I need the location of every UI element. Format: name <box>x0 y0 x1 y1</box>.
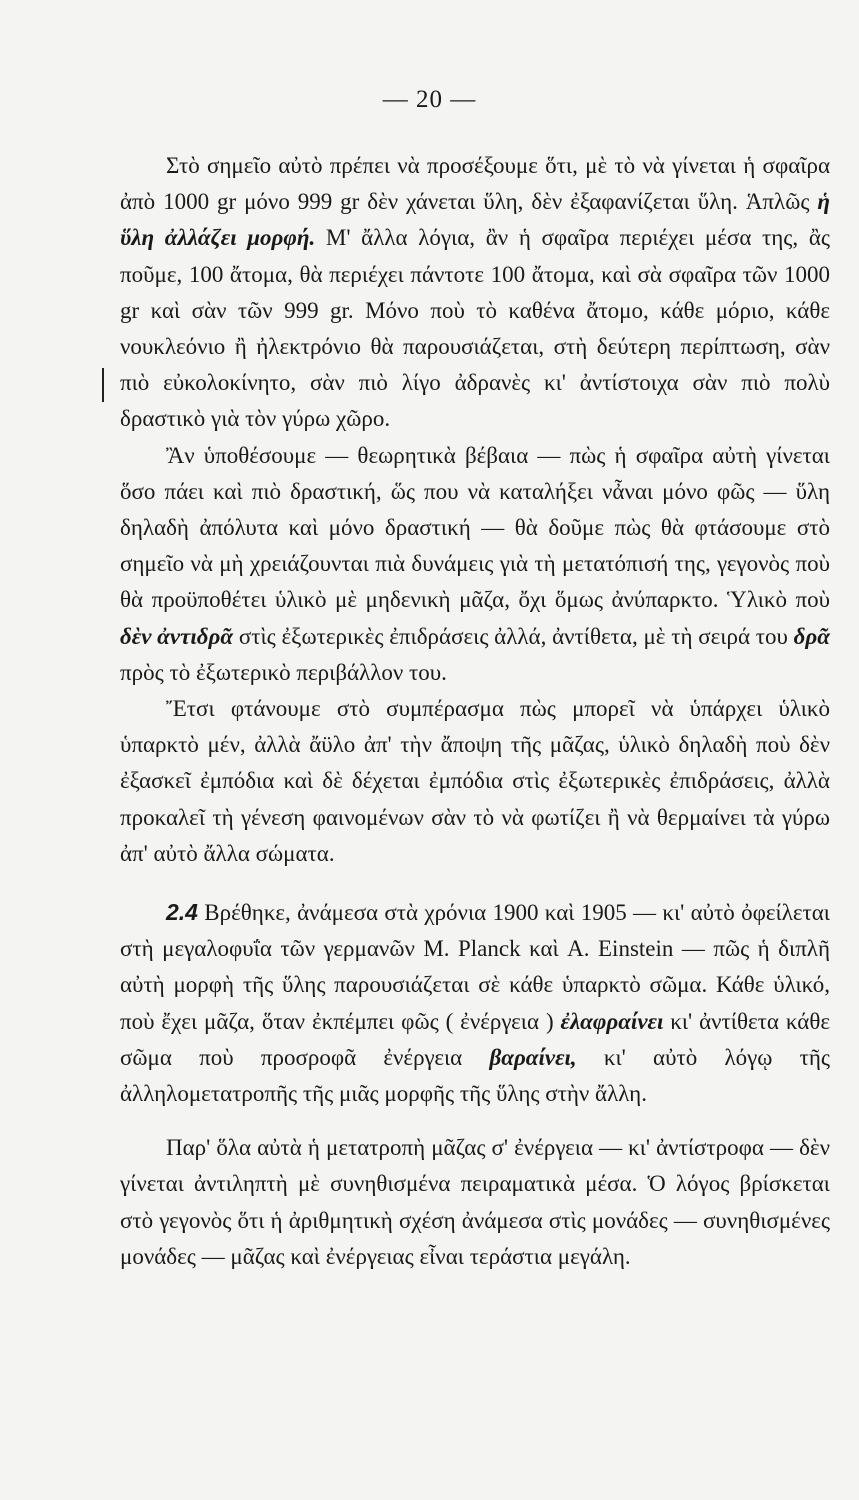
text-segment: στὶς ἐξωτερικὲς ἐπιδράσεις ἀλλά, ἀντίθετα, μὲ τὴ σειρά του <box>233 623 794 649</box>
text-segment: Ἂν ὑποθέσουμε — θεωρητικὰ βέβαια — πὼς ἡ σφαῖρα αὐτὴ γίνεται ὅσο πάει καὶ πιὸ δραστική, ὥς που νὰ καταλήξει νἆναι μόνο φῶς — ὕλη δηλαδὴ ἀπόλυτα καὶ μόνο δραστική — θὰ δοῦμε πὼς θὰ φτάσουμε στὸ σημεῖο νὰ μὴ χρειάζουνται πιὰ δυνάμεις γιὰ τὴ μετατόπισή της, γεγονὸς ποὺ θὰ προϋποθέτει ὑλικὸ μὲ μηδενικὴ μᾶζα, ὄχι ὅμως ἀνύπαρκτο. Ὑλικὸ ποὺ <box>120 442 830 613</box>
paragraph-1 <box>120 148 830 438</box>
emphasis-text: ἐλαφραίνει <box>560 1008 664 1034</box>
paragraph-section-2-4 <box>120 894 830 1112</box>
body-text <box>120 148 830 1275</box>
emphasis-text: ἡ ὕλη ἀλλάζει μορφή. <box>120 189 830 251</box>
page-number: — 20 — <box>382 86 477 113</box>
emphasis-text: δρᾶ <box>793 623 830 649</box>
text-segment: κι' ἀντίθετα κάθε σῶμα ποὺ προσροφᾶ ἐνέργεια <box>120 1008 830 1070</box>
paragraph-3 <box>120 691 830 872</box>
paragraph-5 <box>120 1130 830 1275</box>
text-segment: Μ' ἄλλα λόγια, ἂν ἡ σφαῖρα περιέχει μέσα της, ἂς ποῦμε, 100 ἄτομα, θὰ περιέχει πάντοτε 100 ἄτομα, καὶ σὰ σφαῖρα τῶν 1000 gr καὶ σὰν τῶν 999 gr. Μόνο ποὺ τὸ καθένα ἄτομο, κάθε μόριο, κάθε νουκλεόνιο ἢ ἠλεκτρόνιο θὰ παρουσιάζεται, στὴ δεύτερη περίπτωση, σὰν πιὸ εὐκολοκίνητο, σὰν πιὸ λίγο ἀδρανὲς κι' ἀντίστοιχα σὰν πιὸ πολὺ δραστικὸ γιὰ τὸν γύρω χῶρο. <box>120 225 830 432</box>
margin-pencil-mark <box>102 368 104 402</box>
text-segment: πρὸς τὸ ἐξωτερικὸ περιβάλλον του. <box>120 659 447 685</box>
text-segment: Ἔτσι φτάνουμε στὸ συμπέρασμα πὼς μπορεῖ νὰ ὑπάρχει ὑλικὸ ὑπαρκτὸ μέν, ἀλλὰ ἄϋλο ἀπ' τὴν ἄποψη τῆς μᾶζας, ὑλικὸ δηλαδὴ ποὺ δὲν ἐξασκεῖ ἐμπόδια καὶ δὲ δέχεται ἐμπόδια στὶς ἐξωτερικὲς ἐπιδράσεις, ἀλλὰ προκαλεῖ τὴ γένεση φαινομένων σὰν τὸ νὰ φωτίζει ἢ νὰ θερμαίνει τὰ γύρω ἀπ' αὐτὸ ἄλλα σώματα. <box>120 696 830 866</box>
text-segment: Στὸ σημεῖο αὐτὸ πρέπει νὰ προσέξουμε ὅτι, μὲ τὸ νὰ γίνεται ἡ σφαῖρα ἀπὸ 1000 gr μόνο 999 gr δὲν χάνεται ὕλη, δὲν ἐξαφανίζεται ὕλη. Ἁπλῶς <box>120 153 830 215</box>
text-segment: Βρέθηκε, ἀνάμεσα στὰ χρόνια 1900 καὶ 1905 — κι' αὐτὸ ὀφείλεται στὴ μεγαλοφυΐα τῶν γερμανῶν M. Planck καὶ A. Einstein — πῶς ἡ διπλῆ αὐτὴ μορφὴ τῆς ὕλης παρουσιάζεται σὲ κάθε ὑπαρκτὸ σῶμα. Κάθε ὑλικό, ποὺ ἔχει μᾶζα, ὅταν ἐκπέμπει φῶς ( ἐνέργεια ) <box>120 900 830 1034</box>
emphasis-text: βαραίνει, <box>489 1044 577 1070</box>
text-segment: κι' αὐτὸ λόγῳ τῆς ἀλληλομετατροπῆς τῆς μιᾶς μορφῆς τῆς ὕλης στὴν ἄλλη. <box>120 1044 830 1107</box>
section-number: 2.4 <box>166 899 198 926</box>
paragraph-2 <box>120 438 830 691</box>
text-segment: Παρ' ὅλα αὐτὰ ἡ μετατροπὴ μᾶζας σ' ἐνέργεια — κι' ἀντίστροφα — δὲν γίνεται ἀντιληπτὴ μὲ συνηθισμένα πειραματικὰ μέσα. Ὁ λόγος βρίσκεται στὸ γεγονὸς ὅτι ἡ ἀριθμητικὴ σχέση ἀνάμεσα στὶς μονάδες — συνηθισμένες μονάδες — μᾶζας καὶ ἐνέργειας εἶναι τεράστια μεγάλη. <box>120 1135 830 1269</box>
emphasis-text: δὲν ἀντιδρᾶ <box>120 623 234 649</box>
